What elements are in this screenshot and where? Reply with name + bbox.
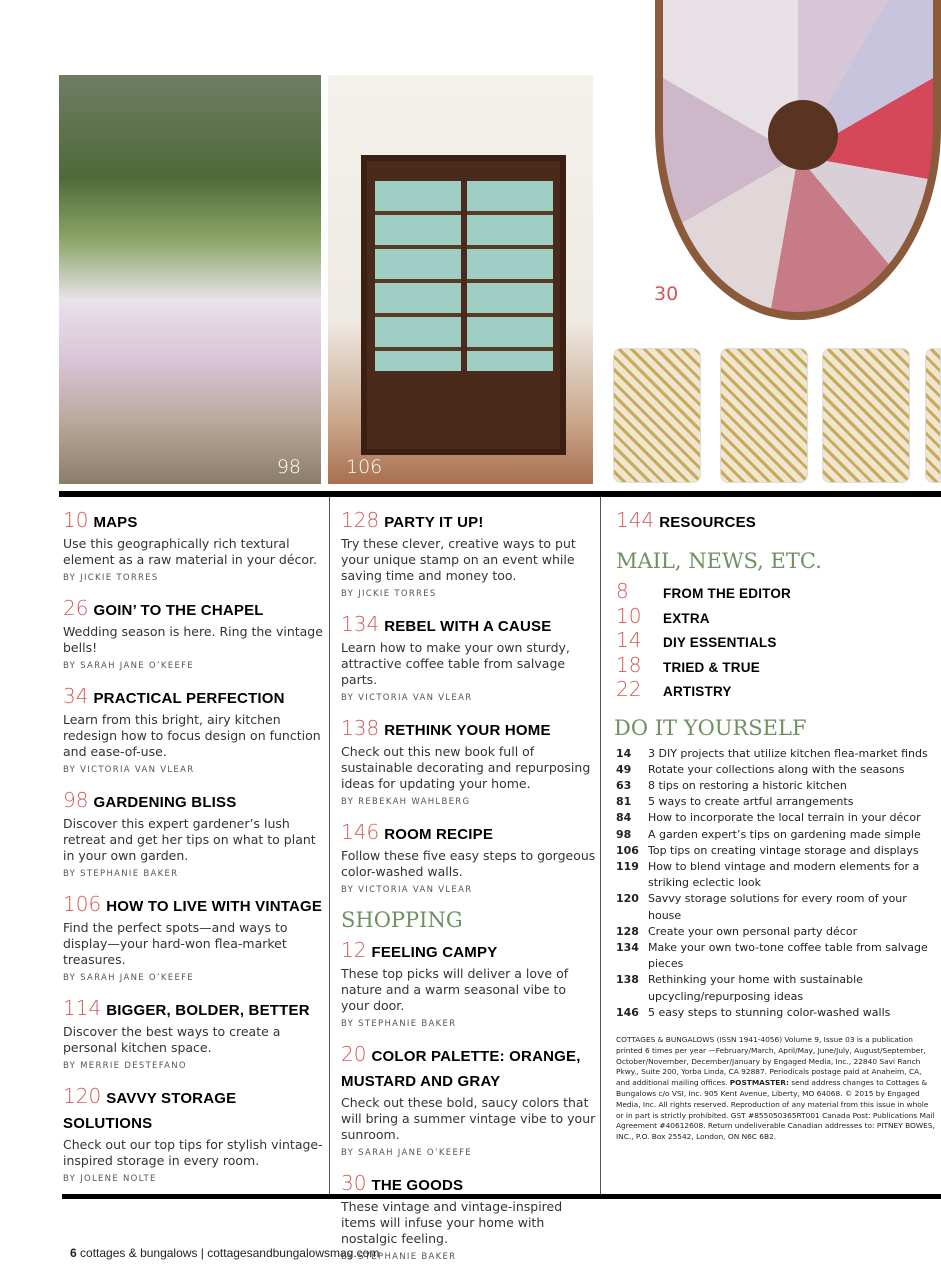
diy-entry[interactable]: 138 Rethinking your home with sustainable upcycling/repurposing ideas [616,973,863,1003]
glass-photo [613,348,701,483]
article-title: BIGGER, BOLDER, BETTER [106,1002,310,1019]
page-number: 20 [341,1042,367,1066]
article-description: Follow these five easy steps to gorgeous color-washed walls. [341,848,596,879]
cabinet-photo [328,75,593,484]
glass-photo [822,348,910,483]
diy-entry[interactable]: 81 5 ways to create artful arrangements [616,795,854,809]
page-number: 138 [341,716,380,740]
article-byline: BY VICTORIA VAN VLEAR [63,765,195,775]
mail-heading: MAIL, NEWS, ETC. [616,549,822,573]
article-byline: BY SARAH JANE O’KEEFE [341,1148,472,1158]
toc-entry[interactable] [341,612,596,703]
column-divider [600,497,601,1195]
toc-entry[interactable] [63,1084,325,1184]
article-title: SAVVY STORAGE SOLUTIONS [63,1090,237,1132]
article-description: Try these clever, creative ways to put your unique stamp on an event while saving time and money too. [341,536,576,583]
diy-entry[interactable]: 49 Rotate your collections along with the seasons [616,762,905,776]
contents-column-3 [616,508,936,1143]
article-description: Learn how to make your own sturdy, attractive coffee table from salvage parts. [341,640,570,687]
diy-heading: DO IT YOURSELF [614,715,807,740]
toc-entry[interactable] [63,508,325,583]
article-byline: BY JOLENE NOLTE [63,1174,157,1184]
toc-entry[interactable] [341,1042,596,1158]
article-byline: BY JICKIE TORRES [63,573,159,583]
toc-entry[interactable] [341,716,596,807]
toc-entry[interactable] [63,684,325,775]
article-description: Use this geographically rich textural element as a raw material in your décor. [63,536,317,567]
article-description: Find the perfect spots—and ways to display—your hard-won flea-market treasures. [63,920,288,967]
diy-entry[interactable]: 128 Create your own personal party décor [616,924,858,938]
toc-entry[interactable] [63,892,325,983]
article-title: HOW TO LIVE WITH VINTAGE [106,898,323,915]
page-number: 12 [341,938,367,962]
article-description: Check out this new book full of sustainable decorating and repurposing ideas for updating your home. [341,744,591,791]
article-title: THE GOODS [371,1177,464,1194]
page-number: 120 [63,1084,102,1108]
article-byline: BY SARAH JANE O’KEEFE [63,973,194,983]
toc-entry[interactable]: 10 EXTRA [616,603,710,628]
diy-entry[interactable]: 63 8 tips on restoring a historic kitchen [616,778,847,792]
article-title: COLOR PALETTE: ORANGE, MUSTARD AND GRAY [341,1048,581,1090]
article-title: ROOM RECIPE [384,826,494,843]
article-description: Check out these bold, saucy colors that will bring a summer vintage vibe to your sunroom. [341,1095,596,1142]
toc-entry[interactable]: 8 FROM THE EDITOR [616,579,792,603]
toc-entry[interactable]: 22 ARTISTRY [616,677,732,701]
clock-photo [655,0,941,320]
article-description: These top picks will deliver a love of nature and a warm seasonal vibe to your door. [341,966,569,1013]
toc-entry[interactable] [341,820,596,895]
toc-entry[interactable] [341,938,596,1029]
toc-entry[interactable]: 14 DIY ESSENTIALS [616,628,777,652]
diy-entry[interactable]: 120 Savvy storage solutions for every room of your house [616,892,907,922]
top-rule [59,491,941,497]
diy-entry[interactable]: 14 3 DIY projects that utilize kitchen flea-market finds [616,746,928,760]
page-number: 26 [63,596,89,620]
article-title: MAPS [93,514,138,531]
contents-column-2 [341,508,596,1275]
article-byline: BY STEPHANIE BAKER [341,1019,457,1029]
shopping-heading: SHOPPING [341,908,463,932]
page-number: 134 [341,612,380,636]
article-description: Discover the best ways to create a personal kitchen space. [63,1024,281,1055]
photo-page-number: 30 [654,283,679,305]
garden-daybed-photo [59,75,321,484]
article-byline: BY VICTORIA VAN VLEAR [341,885,473,895]
page-number: 30 [341,1171,367,1195]
diy-entry[interactable]: 119 How to blend vintage and modern elements for a striking eclectic look [616,859,920,890]
article-byline: BY STEPHANIE BAKER [63,869,179,879]
photo-page-number: 98 [276,456,301,478]
article-title: REBEL WITH A CAUSE [384,618,552,635]
article-byline: BY JICKIE TORRES [341,589,437,599]
diy-entry[interactable]: 134 Make your own two-tone coffee table from salvage pieces [616,940,928,971]
page-number: 98 [63,788,89,812]
article-title: GARDENING BLISS [93,794,237,811]
article-byline: BY MERRIE DESTEFANO [63,1061,187,1071]
glass-photo [720,348,808,483]
toc-entry[interactable] [63,788,325,879]
article-byline: BY SARAH JANE O’KEEFE [63,661,194,671]
toc-entry[interactable]: 18 TRIED & TRUE [616,652,760,677]
page-number: 10 [63,508,89,532]
page-number: 34 [63,684,89,708]
page-number: 146 [341,820,380,844]
article-title: PARTY IT UP! [384,514,484,531]
column-divider [329,497,330,1195]
diy-entry[interactable]: 106 Top tips on creating vintage storage and displays [616,843,919,857]
diy-entry[interactable]: 84 How to incorporate the local terrain in your décor [616,811,921,825]
toc-entry-resources[interactable]: 144 RESOURCES [616,508,757,532]
toc-entry[interactable] [341,508,596,599]
glass-photo [925,348,941,483]
page-number: 106 [63,892,102,916]
article-byline: BY VICTORIA VAN VLEAR [341,693,473,703]
article-title: PRACTICAL PERFECTION [93,690,285,707]
article-description: These vintage and vintage-inspired items will infuse your home with nostalgic feeling. [341,1199,563,1246]
article-byline: BY REBEKAH WAHLBERG [341,797,471,807]
page-footer: 6 cottages & bungalows | cottagesandbungalowsmag.com [70,1246,380,1260]
diy-entry[interactable]: 146 5 easy steps to stunning color-washed walls [616,1005,891,1019]
article-description: Learn from this bright, airy kitchen redesign how to focus design on function and ease-of-use. [63,712,321,759]
article-description: Check out our top tips for stylish vintage-inspired storage in every room. [63,1137,323,1168]
toc-entry[interactable] [63,596,325,671]
toc-entry[interactable] [63,996,325,1071]
page-number: 114 [63,996,102,1020]
diy-entry[interactable]: 98 A garden expert’s tips on gardening made simple [616,827,921,841]
contents-column-1 [63,508,325,1197]
article-description: Wedding season is here. Ring the vintage bells! [63,624,323,655]
article-byline: BY STEPHANIE BAKER [341,1252,457,1262]
photo-page-number: 106 [346,456,383,478]
cabinet [361,155,566,455]
article-title: GOIN’ TO THE CHAPEL [93,602,264,619]
article-description: Discover this expert gardener’s lush retreat and get her tips on what to plant in your own garden. [63,816,316,863]
article-title: FEELING CAMPY [371,944,498,961]
article-title: RETHINK YOUR HOME [384,722,551,739]
page-number: 128 [341,508,380,532]
fine-print: COTTAGES & BUNGALOWS (ISSN 1941-4056) Volume 9, Issue 03 is a publication printed 6 times per year —February/March, April/May, June/July, August/September, October/November, December/January by Engaged Media, Inc., 22840 Savi Ranch Pkwy., Suite 200, Yorba Linda, CA 92887. Periodicals postage paid at Anaheim, CA, and additional mailing offices. POSTMASTER: send address changes to Cottages & Bungalows c/o VSI, Inc. 905 Kent Avenue, Liberty, MO 64068. © 2015 by Engaged Media, Inc. All rights reserved. Reproduction of any material from this issue in whole or in part is strictly prohibited. GST #855050365RT001 Canada Post: Publications Mail Agreement #40612608. Return undeliverable Canadian addresses to: PITNEY BOWES, INC., P.O. Box 25542, London, ON N6C 6B2. [616,1034,935,1142]
